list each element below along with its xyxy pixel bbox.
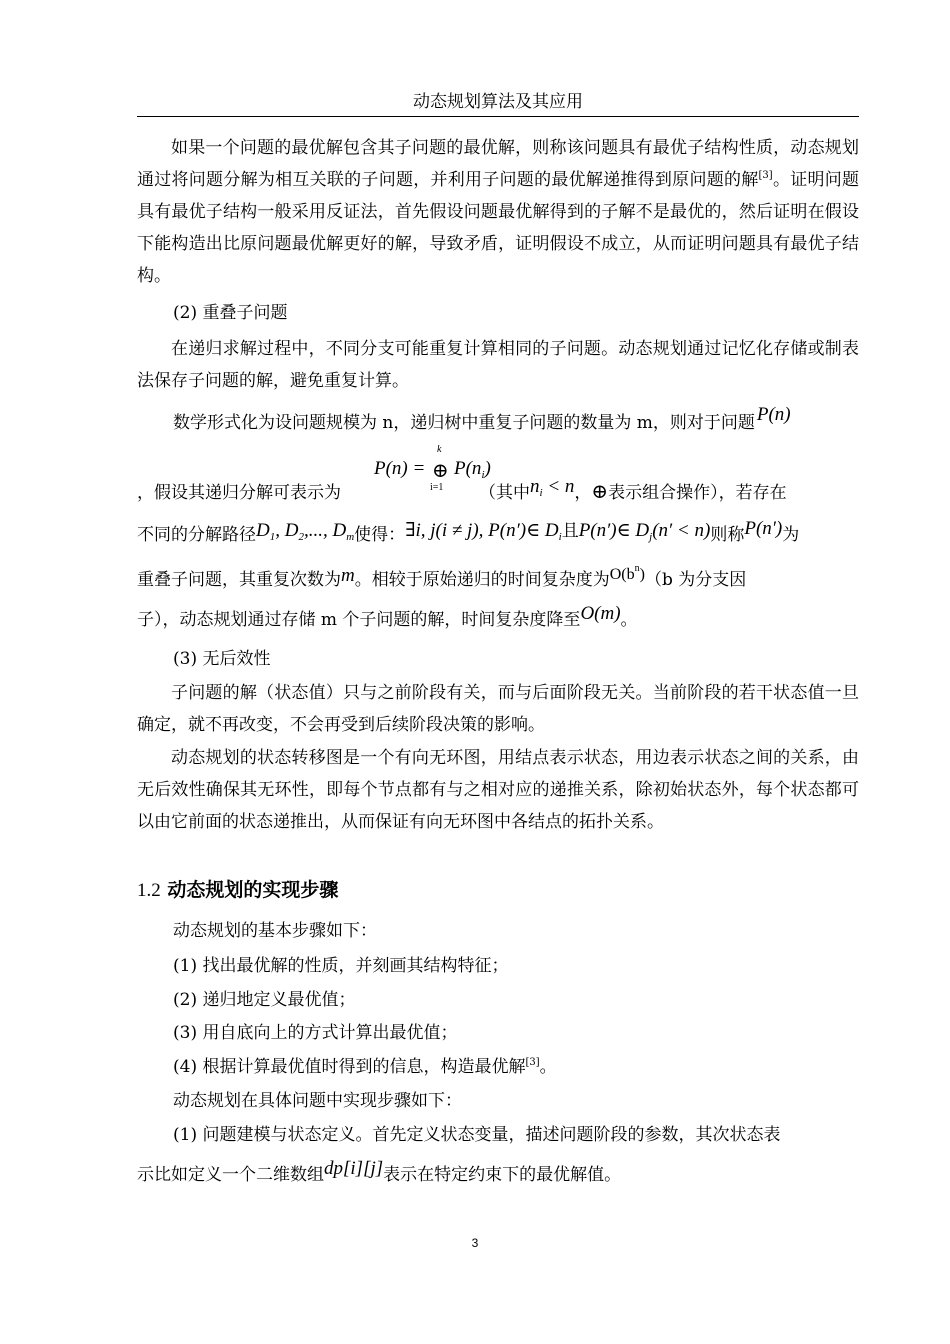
math-line-1 — [137, 404, 895, 439]
step-1: (1) 找出最优解的性质，并刻画其结构特征； — [173, 956, 509, 976]
formula-paths: $D_1$, $D_2$,..., $D_m$ — [256, 520, 355, 543]
paragraph-dag — [137, 742, 859, 838]
running-header: 动态规划算法及其应用 — [413, 92, 583, 112]
section-number: 1.2 — [137, 880, 161, 901]
p1-cont-text: 。证明问题具有最优子结构一般采用反证法，首先假设问题最优解得到的子解不是最优的，然后证明在假设下能构造出比原问题最优解更好的解，导致矛盾，证明假设不成立，从而证明问题具有最优子结构。 — [137, 170, 860, 286]
formula-oplus: ⊕ — [432, 460, 449, 482]
formula-m: m — [341, 565, 355, 586]
item-overlapping-subproblems: (2) 重叠子问题 — [173, 303, 288, 323]
p1-text: 如果一个问题的最优解包含其子问题的最优解，则称该问题具有最优子结构性质，动态规划通过将问题分解为相互关联的子问题，并利用子问题的最优解递推得到原问题的解 — [137, 138, 859, 190]
p3c-text: （其中 — [479, 483, 530, 503]
paragraph-optimal-substructure — [137, 132, 859, 292]
section-title: 动态规划的实现步骤 — [167, 879, 339, 901]
steps-intro-2: 动态规划在具体问题中实现步骤如下： — [173, 1091, 462, 1111]
formula-o-bn: $O(b^n)$ — [609, 563, 645, 583]
header-rule — [137, 116, 859, 117]
math-line-4: 重叠子问题，其重复次数为m。相较于原始递归的时间复杂度为$O(b^n)(b$ 为分支因 — [137, 563, 747, 590]
formula-oplus-inline: ⊕ — [591, 481, 609, 503]
math-line-3: 不同的分解路径$D_1$, $D_2$,..., $D_m$使得：∃i, j(i ≠ j), P(n′)∈ $D_i$且P(n′)∈ $D_j(n' < n)$则称P(n′)为 — [137, 518, 800, 545]
formula-pn-prime: P(n′) — [744, 518, 783, 539]
steps-intro: 动态规划的基本步骤如下： — [173, 921, 377, 941]
detail-step-1: (1) 问题建模与状态定义。首先定义状态变量，描述问题阶段的参数，其次状态表 — [173, 1125, 781, 1145]
detail-step-1-cont: 示比如定义一个二维数组dp[i][j]表示在特定约束下的最优解值。 — [137, 1158, 622, 1185]
formula-dp: dp[i][j] — [324, 1158, 384, 1179]
p2-text: 在递归求解过程中，不同分支可能重复计算相同的子问题。动态规划通过记忆化存储或制表法保存子问题的解，避免重复计算。 — [137, 339, 859, 391]
formula-lhs: P(n) = — [374, 458, 426, 479]
p4-text: 子问题的解（状态值）只与之前阶段有关，而与后面阶段无关。当前阶段的若干状态值一旦确定，就不再改变，不会再受到后续阶段决策的影响。 — [137, 683, 859, 735]
p3b-text: ，假设其递归分解可表示为 — [137, 483, 341, 503]
formula-upper: k — [437, 444, 442, 455]
p5-text: 动态规划的状态转移图是一个有向无环图，用结点表示状态，用边表示状态之间的关系，由无后效性确保其无环性，即每个节点都有与之相对应的递推关系，除初始状态外，每个状态都可以由它前面的状态递推出，从而保证有向无环图中各结点的拓扑关系。 — [137, 748, 859, 832]
step-4: (4) 根据计算最优值时得到的信息，构造最优解[3]。 — [173, 1057, 557, 1077]
formula-exists: ∃i, j(i ≠ j), P(n′)∈ $D_i$且P(n′)∈ $D_j(n' < n)$ — [405, 520, 711, 543]
paragraph-no-aftereffect — [137, 677, 859, 741]
step-2: (2) 递归地定义最优值； — [173, 990, 356, 1010]
formula-pn: P(n) — [756, 404, 791, 425]
citation-ref: [3] — [758, 170, 773, 181]
item-no-aftereffect: (3) 无后效性 — [173, 649, 271, 669]
paragraph-recursion — [137, 333, 859, 397]
step-3: (3) 用自底向上的方式计算出最优值； — [173, 1023, 458, 1043]
math-line-2: ，假设其递归分解可表示为 （其中$n_i < n$，⊕表示组合操作），若存在 — [137, 476, 787, 503]
formula-o-m: O(m) — [580, 603, 621, 624]
formula-lower: i=1 — [430, 482, 444, 493]
section-heading — [137, 876, 338, 905]
formula-rhs: $P(n_i)$ — [454, 458, 491, 481]
p3a-text: 数学形式化为设问题规模为 n，递归树中重复子问题的数量为 m，则对于问题 — [173, 413, 755, 433]
math-line-5: 子），动态规划通过存储 m 个子问题的解，时间复杂度降至O(m)。 — [137, 603, 638, 630]
page-number: 3 — [471, 1236, 479, 1250]
formula-ni-lt-n: $n_i < n$ — [530, 476, 575, 499]
